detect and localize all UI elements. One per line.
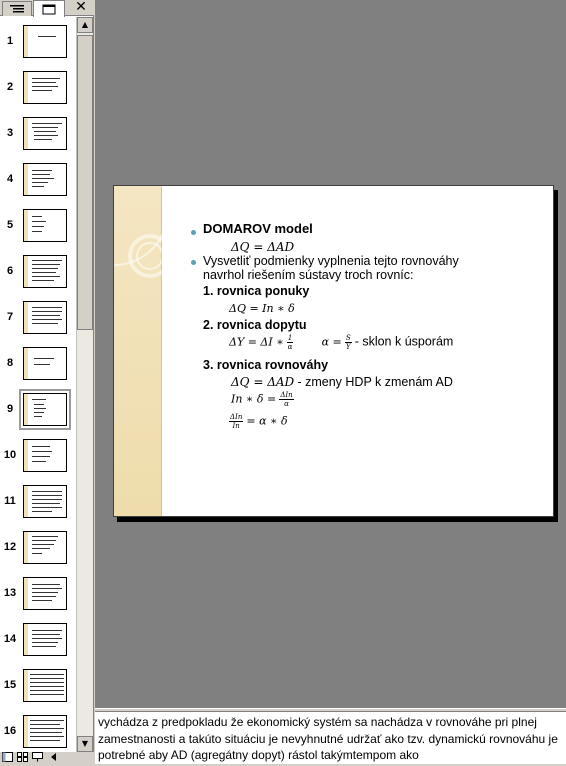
thumbnail-text-line bbox=[32, 596, 56, 597]
savings-slope-label: - sklon k úsporám bbox=[354, 334, 454, 349]
thumbnail-text-line bbox=[30, 694, 64, 695]
slide-number: 13 bbox=[3, 587, 17, 599]
slide-thumbnail-image[interactable] bbox=[23, 301, 67, 334]
thumbnail-decoration bbox=[24, 302, 28, 333]
thumbnail-text-line bbox=[32, 280, 54, 281]
slide-thumbnail[interactable] bbox=[0, 437, 76, 477]
slide-thumbnail-image[interactable] bbox=[23, 669, 67, 702]
thumbnail-decoration bbox=[24, 486, 28, 517]
thumbnail-text-line bbox=[32, 323, 58, 324]
notes-pane[interactable] bbox=[95, 712, 566, 764]
thumbnail-text-line bbox=[32, 634, 60, 635]
thumbnail-text-line bbox=[32, 307, 62, 308]
thumbnail-text-line bbox=[32, 544, 54, 545]
thumbnail-text-line bbox=[32, 499, 62, 500]
tab-outline[interactable] bbox=[2, 1, 32, 16]
thumbnail-text-line bbox=[32, 507, 62, 508]
slide-number: 16 bbox=[3, 725, 17, 737]
slide-thumbnail[interactable] bbox=[0, 253, 76, 293]
thumbnail-text-line bbox=[32, 461, 46, 462]
thumbnail-text-line bbox=[32, 276, 60, 277]
thumbnail-text-line bbox=[32, 592, 58, 593]
thumbnail-text-line bbox=[32, 495, 62, 496]
thumbnail-text-line bbox=[32, 311, 62, 312]
slide-thumbnail[interactable] bbox=[0, 299, 76, 339]
thumbnail-text-line bbox=[32, 272, 56, 273]
scroll-left-icon[interactable] bbox=[48, 752, 60, 764]
slide-thumbnail-image[interactable] bbox=[23, 577, 67, 610]
thumbnail-text-line bbox=[34, 412, 44, 413]
thumbnail-text-line bbox=[34, 135, 58, 136]
bullet-icon bbox=[191, 230, 196, 235]
slide-thumbnail[interactable] bbox=[0, 69, 76, 109]
thumbnail-decoration bbox=[24, 210, 28, 241]
thumbnail-text-line bbox=[32, 503, 60, 504]
close-icon[interactable]: ✕ bbox=[75, 0, 87, 15]
slide-number: 14 bbox=[3, 633, 17, 645]
thumbnail-text-line bbox=[30, 728, 64, 729]
slide-thumbnail-image[interactable] bbox=[23, 117, 67, 150]
slide-number: 11 bbox=[4, 495, 16, 507]
thumbnail-text-line bbox=[32, 178, 54, 179]
slide-number: 1 bbox=[6, 35, 14, 47]
thumbnail-text-line bbox=[32, 638, 62, 639]
heading-demand-equation: 2. rovnica dopytu bbox=[203, 318, 307, 332]
notes-text[interactable]: vychádza z predpokladu že ekonomický systém sa nachádza v rovnováhe pri plnej zamestnanosti a takúto situáciu je nevyhnutné udržať ako tzv. dynamickú rovnováhu je potrebné aby AD (agregátny dopyt) rástol takýmtempom ako bbox=[98, 715, 558, 762]
slide-thumbnail[interactable] bbox=[0, 713, 76, 752]
slide-thumbnail[interactable] bbox=[0, 207, 76, 247]
fraction-delta-in-over-in: $\frac{\text{ΔIn}}{In}$ bbox=[230, 413, 243, 430]
thumbnail-text-line bbox=[30, 724, 60, 725]
thumbnail-text-line bbox=[34, 358, 54, 359]
thumbnail-text-line bbox=[32, 268, 58, 269]
heading-supply-equation: 1. rovnica ponuky bbox=[203, 284, 310, 298]
thumbnail-text-line bbox=[34, 364, 50, 365]
thumbnail-text-line bbox=[32, 588, 62, 589]
thumbnail-text-line bbox=[32, 399, 46, 400]
equation-demand bbox=[229, 334, 453, 351]
slide-thumbnail-image[interactable] bbox=[23, 25, 67, 58]
slide-thumbnail-image[interactable] bbox=[23, 209, 67, 242]
thumbnail-text-line bbox=[32, 182, 48, 183]
thumbnail-decoration bbox=[24, 394, 28, 425]
thumbnail-text-line bbox=[32, 315, 60, 316]
thumbnail-text-line bbox=[32, 231, 42, 232]
paragraph-line-2: navrhol riešením sústavy troch rovníc: bbox=[203, 268, 414, 282]
thumbnail-decoration bbox=[24, 164, 28, 195]
slide-thumbnail[interactable] bbox=[0, 161, 76, 201]
thumbnail-decoration bbox=[24, 348, 28, 379]
slide-number: 2 bbox=[6, 81, 14, 93]
thumbnail-scrollbar[interactable] bbox=[76, 17, 93, 752]
thumbnail-text-line bbox=[32, 260, 62, 261]
thumbnail-text-line bbox=[32, 548, 50, 549]
thumbnail-text-line bbox=[32, 630, 62, 631]
slide-thumbnail-image[interactable] bbox=[23, 393, 67, 426]
fraction-delta-in-over-alpha: $\frac{\text{ΔIn}}{\alpha}$ bbox=[280, 391, 293, 408]
thumbnail-text-line bbox=[32, 553, 42, 554]
thumbnail-text-line bbox=[32, 226, 44, 227]
thumbnail-text-line bbox=[30, 674, 64, 675]
slide-number: 12 bbox=[3, 541, 17, 553]
slides-pane bbox=[0, 0, 94, 764]
slide-thumbnail-image[interactable] bbox=[23, 163, 67, 196]
thumbnail-text-line bbox=[30, 682, 64, 683]
thumbnail-decoration bbox=[24, 440, 28, 471]
thumbnail-decoration bbox=[24, 624, 28, 655]
scroll-down-button[interactable]: ▼ bbox=[77, 736, 93, 752]
view-buttons-bar bbox=[0, 752, 94, 764]
thumbnail-decoration bbox=[24, 716, 28, 747]
thumbnail-text-line bbox=[32, 174, 50, 175]
fraction-one-over-alpha: $\frac{1}{\alpha}$ bbox=[287, 334, 293, 351]
thumbnail-decoration bbox=[24, 532, 28, 563]
slide-thumbnail-image[interactable] bbox=[23, 71, 67, 104]
thumbnail-text-line bbox=[32, 186, 44, 187]
pane-tab-strip bbox=[0, 0, 94, 16]
slide-number: 15 bbox=[3, 679, 17, 691]
normal-view-icon[interactable] bbox=[1, 752, 13, 764]
fraction-s-over-y: $\frac{S}{Y}$ bbox=[345, 334, 351, 351]
slide-thumbnail[interactable] bbox=[0, 391, 76, 431]
equation-alpha: α = bbox=[321, 335, 342, 349]
slide-sorter-icon[interactable] bbox=[16, 752, 28, 764]
current-slide[interactable] bbox=[113, 185, 554, 517]
slides-icon bbox=[42, 4, 56, 15]
slide-thumbnail-list[interactable] bbox=[0, 17, 76, 752]
slide-thumbnail-image[interactable] bbox=[23, 623, 67, 656]
thumbnail-text-line bbox=[32, 264, 60, 265]
slide-thumbnail-image[interactable] bbox=[23, 439, 67, 472]
slide-thumbnail[interactable] bbox=[0, 529, 76, 569]
thumbnail-text-line bbox=[32, 491, 62, 492]
thumbnail-text-line bbox=[32, 78, 60, 79]
slide-title: DOMAROV model bbox=[203, 221, 313, 236]
slide-show-icon[interactable] bbox=[31, 752, 43, 764]
slide-number: 9 bbox=[6, 403, 14, 415]
thumbnail-text-line bbox=[34, 408, 46, 409]
equation-in-delta: In ∗ δ = $\frac{\text{ΔIn}}{\alpha}$ bbox=[231, 391, 293, 408]
scroll-up-button[interactable]: ▲ bbox=[77, 17, 93, 33]
scrollbar-thumb[interactable] bbox=[77, 35, 93, 330]
thumbnail-text-line bbox=[32, 642, 58, 643]
slide-thumbnail[interactable] bbox=[0, 483, 76, 523]
equation-delta-q: ΔQ = ΔAD bbox=[231, 240, 295, 254]
slide-number: 5 bbox=[6, 219, 14, 231]
thumbnail-decoration bbox=[24, 72, 28, 103]
thumbnail-text-line bbox=[32, 451, 52, 452]
outline-icon bbox=[10, 4, 24, 14]
thumbnail-text-line bbox=[32, 82, 56, 83]
thumbnail-text-line bbox=[32, 456, 50, 457]
slide-thumbnail-image[interactable] bbox=[23, 485, 67, 518]
equation-delta-q-ad: ΔQ = ΔAD bbox=[231, 375, 295, 389]
thumbnail-decoration bbox=[24, 670, 28, 701]
thumbnail-text-line bbox=[34, 416, 42, 417]
slide-thumbnail[interactable] bbox=[0, 115, 76, 155]
slide-thumbnail-image[interactable] bbox=[23, 347, 67, 380]
equation-demand-lhs: ΔY = ΔI ∗ bbox=[229, 335, 284, 349]
gdp-changes-label: - zmeny HDP k zmenám AD bbox=[297, 375, 453, 389]
thumbnail-text-line bbox=[32, 221, 46, 222]
slide-number: 4 bbox=[6, 173, 14, 185]
slide-number: 8 bbox=[6, 357, 14, 369]
equation-equilibrium bbox=[231, 375, 453, 389]
thumbnail-text-line bbox=[32, 216, 42, 217]
thumbnail-text-line bbox=[32, 536, 58, 537]
thumbnail-text-line bbox=[32, 127, 58, 128]
slide-thumbnail[interactable] bbox=[0, 575, 76, 615]
thumbnail-text-line bbox=[30, 678, 64, 679]
thumbnail-decoration bbox=[24, 118, 28, 149]
slide-thumbnail[interactable] bbox=[0, 345, 76, 385]
slide-number: 6 bbox=[6, 265, 14, 277]
equation-ratio: $\frac{\text{ΔIn}}{In}$ = α ∗ δ bbox=[230, 413, 288, 430]
thumbnail-text-line bbox=[34, 139, 52, 140]
heading-equilibrium-equation: 3. rovnica rovnováhy bbox=[203, 358, 329, 372]
slide-decoration-band bbox=[114, 186, 162, 517]
slide-thumbnail-image[interactable] bbox=[23, 255, 67, 288]
thumbnail-text-line bbox=[30, 690, 64, 691]
thumbnail-text-line bbox=[32, 446, 50, 447]
thumbnail-text-line bbox=[30, 732, 62, 733]
thumbnail-text-line bbox=[32, 123, 62, 124]
tab-slides[interactable] bbox=[33, 0, 65, 17]
thumbnail-decoration bbox=[24, 256, 28, 287]
slide-number: 10 bbox=[3, 449, 17, 461]
thumbnail-decoration bbox=[24, 578, 28, 609]
slide-number: 3 bbox=[6, 127, 14, 139]
bullet-icon bbox=[191, 260, 196, 265]
thumbnail-text-line bbox=[32, 584, 60, 585]
thumbnail-text-line bbox=[32, 540, 56, 541]
thumbnail-text-line bbox=[30, 740, 60, 741]
thumbnail-text-line bbox=[30, 686, 64, 687]
thumbnail-text-line bbox=[32, 511, 52, 512]
slide-thumbnail[interactable] bbox=[0, 23, 76, 63]
slide-thumbnail-image[interactable] bbox=[23, 715, 67, 748]
thumbnail-text-line bbox=[32, 90, 52, 91]
thumbnail-text-line bbox=[34, 404, 44, 405]
paragraph-line-1: Vysvetliť podmienky vyplnenia tejto rovnováhy bbox=[203, 254, 459, 268]
thumbnail-text-line bbox=[38, 36, 56, 37]
thumbnail-text-line bbox=[32, 646, 56, 647]
slide-editing-area[interactable] bbox=[95, 0, 566, 708]
thumbnail-text-line bbox=[30, 736, 64, 737]
slide-thumbnail-image[interactable] bbox=[23, 531, 67, 564]
thumbnail-text-line bbox=[34, 131, 56, 132]
thumbnail-text-line bbox=[32, 86, 58, 87]
slide-number: 7 bbox=[6, 311, 14, 323]
slide-thumbnail[interactable] bbox=[0, 621, 76, 661]
thumbnail-decoration bbox=[24, 26, 28, 57]
thumbnail-text-line bbox=[32, 319, 62, 320]
slide-thumbnail[interactable] bbox=[0, 667, 76, 707]
thumbnail-text-line bbox=[32, 600, 52, 601]
thumbnail-text-line bbox=[30, 720, 64, 721]
thumbnail-text-line bbox=[32, 170, 52, 171]
equation-supply: ΔQ = In ∗ δ bbox=[229, 302, 295, 315]
